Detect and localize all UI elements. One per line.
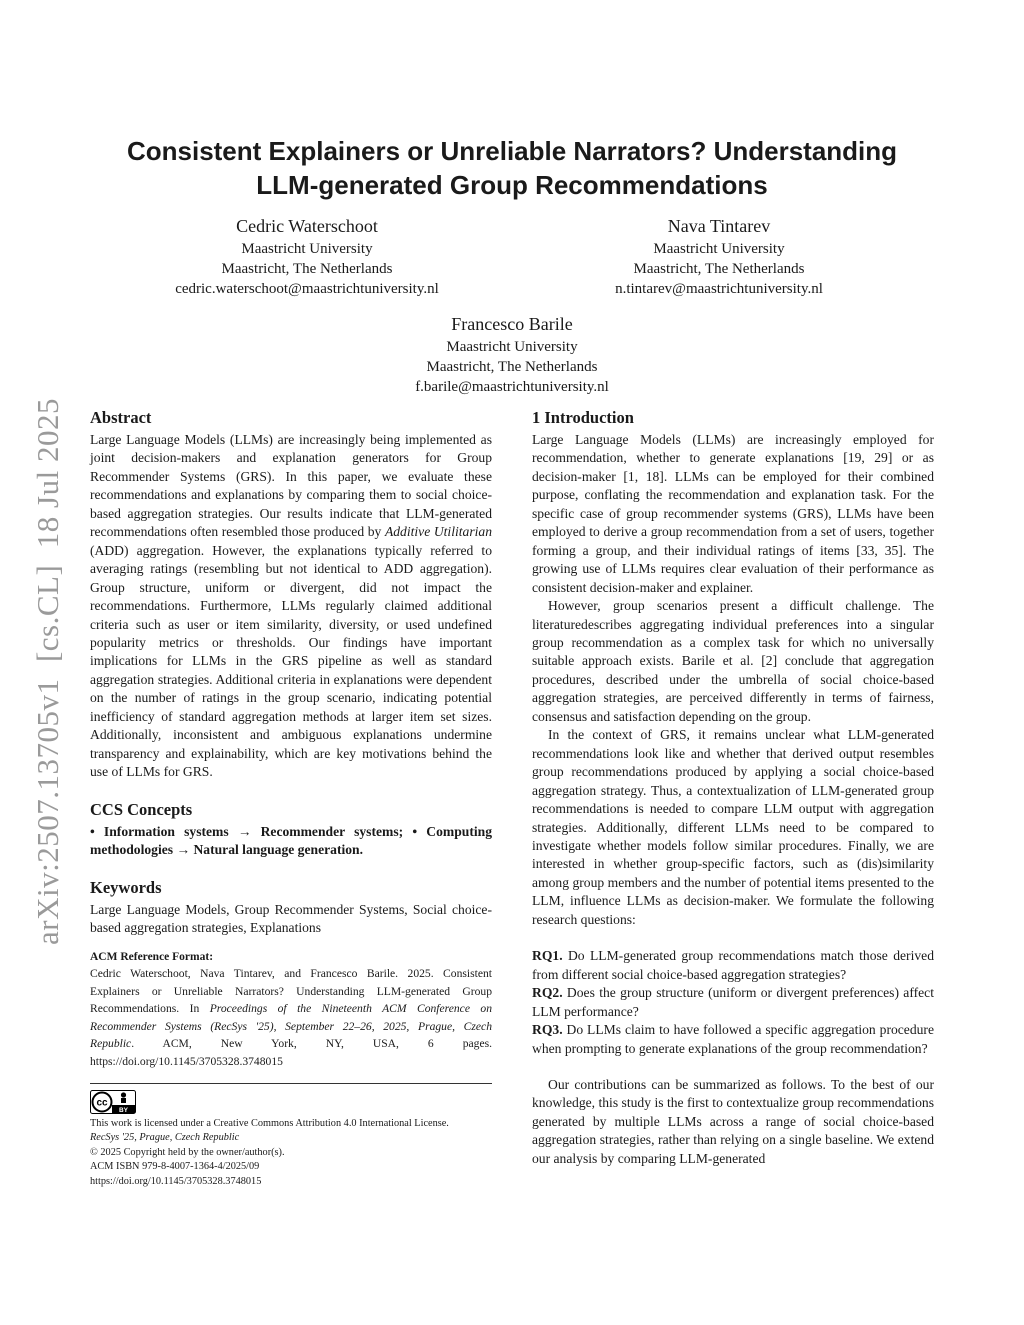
acm-reference-text: Cedric Waterschoot, Nava Tintarev, and Francesco Barile. 2025. Consistent Explainers or Unreliable Narrators? Understanding LLM-generated Group Recommendations. In Proceedings of the Nineteenth ACM Conference on Recommender Systems (RecSys '25), September 22–26, 2025, Prague, Czech Republic. ACM, New York, NY, USA, 6 pages. https://doi.org/10.1145/3705328.3748015	[90, 967, 492, 1068]
author-affiliation: Maastricht University	[446, 339, 578, 355]
author-block-3	[332, 313, 692, 397]
ccs-heading: CCS Concepts	[90, 800, 193, 819]
author-affiliation: Maastricht University	[241, 241, 373, 257]
acm-reference-heading: ACM Reference Format:	[90, 951, 214, 963]
cc-by-license-icon	[90, 1090, 136, 1114]
isbn-line: ACM ISBN 979-8-4007-1364-4/2025/09	[90, 1161, 260, 1173]
intro-paragraph-2: However, group scenarios present a difficult challenge. The literaturedescribes aggregating individual preferences into a singular group recommendation as a complex task for which no universally suitable approach exists. Barile et al. [2] conclude that aggregation procedures, described under the umbrella of social choice-based aggregation strategies, are perceived differently in terms of fairness, consensus and satisfaction depending on the group.	[532, 598, 934, 724]
keywords-text: Large Language Models, Group Recommender Systems, Social choice-based aggregation strategies, Explanations	[90, 902, 492, 936]
author-email[interactable]: cedric.waterschoot@maastrichtuniversity.nl	[175, 281, 439, 297]
author-affiliation: Maastricht University	[653, 241, 785, 257]
abstract-text: Large Language Models (LLMs) are increasingly being implemented as joint decision-makers and explanation generators for Group Recommender Systems (GRS). In this paper, we evaluate these recommendations and explanations by comparing them to social choice-based aggregation strategies. Our results indicate that LLM-generated recommendations often resembled those produced by Additive Utilitarian (ADD) aggregation. However, the explanations typically referred to averaging ratings (resembling but not identical to ADD aggregation). Group structure, uniform or divergent, did not impact the recommendations. Furthermore, LLMs regularly claimed additional criteria such as user or item similarity, diversity, or used undefined popularity metrics or thresholds. Our findings have important implications for LLMs in the GRS pipeline as well as standard aggregation strategies. Additional criteria in explanations were dependent on the number of ratings in the group scenario, indicating potential inefficiency of standard aggregation methods at larger item set sizes. Additionally, inconsistent and ambiguous explanations undermine transparency and explainability, which are key motivations behind the use of LLMs for GRS.	[90, 432, 492, 780]
title-line-1: Consistent Explainers or Unreliable Narrators? Understanding	[126, 136, 898, 166]
keywords-heading: Keywords	[90, 878, 162, 897]
conference-line: RecSys '25, Prague, Czech Republic	[90, 1132, 240, 1144]
author-name: Cedric Waterschoot	[236, 216, 378, 236]
by-label: BY	[118, 1107, 129, 1114]
footnote-rule	[90, 1083, 492, 1084]
author-email[interactable]: n.tintarev@maastrichtuniversity.nl	[615, 281, 823, 297]
keywords-section	[90, 877, 492, 938]
copyright-line: © 2025 Copyright held by the owner/author(s).	[90, 1146, 285, 1158]
intro-paragraph-4: Our contributions can be summarized as follows. To the best of our knowledge, this study is the first to contextualize group recommendations generated by multiple LLMs across a range of social choice-based aggregation strategies, rather than relying on a single baseline. We extend our analysis by comparing LLM-generated	[532, 1076, 934, 1166]
abstract-heading: Abstract	[90, 408, 152, 427]
author-name: Nava Tintarev	[667, 216, 771, 236]
author-block-2	[539, 215, 899, 299]
introduction-section	[532, 407, 934, 1168]
research-question-2: RQ2. Does the group structure (uniform or divergent preferences) affect LLM performance?	[532, 985, 934, 1019]
ccs-text: • Information systems → Recommender systems; • Computing methodologies → Natural language generation.	[90, 824, 492, 858]
arxiv-identifier: arXiv:2507.13705v1 [cs.CL] 18 Jul 2025	[30, 398, 65, 945]
ccs-section	[90, 799, 492, 860]
paper-title	[90, 134, 934, 202]
research-question-3: RQ3. Do LLMs claim to have followed a specific aggregation procedure when prompting to generate explanations of the group recommendation?	[532, 1022, 934, 1056]
introduction-heading: 1 Introduction	[532, 408, 634, 427]
intro-paragraph-3: In the context of GRS, it remains unclear what LLM-generated recommendations look like and whether that derived output resembles group recommendations produced by applying a social choice-based aggregation strategy. Thus, a contextualization of LLM-generated group recommendations is needed to compare LLM output with aggregation strategies. Additionally, different LLMs need to be compared to investigate whether models follow similar procedures. Finally, we are interested in whether group-specific factors, such as (dis)similarity among group members and the number of potential items presented to the LLM, influence LLMs as decision-maker. We formulate the following research questions:	[532, 727, 934, 927]
acm-reference	[90, 949, 492, 1070]
author-location: Maastricht, The Netherlands	[221, 261, 393, 277]
cc-label: cc	[96, 1097, 108, 1109]
author-location: Maastricht, The Netherlands	[426, 359, 598, 375]
doi-line[interactable]: https://doi.org/10.1145/3705328.3748015	[90, 1175, 262, 1187]
license-block	[90, 1117, 500, 1189]
intro-paragraph-1: Large Language Models (LLMs) are increasingly employed for recommendation, whether to generate explanations [19, 29] or as decision-maker [1, 18]. LLMs can be employed for their combined purpose, conflating the recommendation and explanation task. For the specific case of group recommender systems (GRS), LLMs have been employed to derive a group recommendation from a set of users, together forming a group, and their individual ratings of items [33, 35]. The growing use of LLMs requires clear evaluation of their performance as consistent decision-maker and explainer.	[532, 432, 934, 595]
author-email[interactable]: f.barile@maastrichtuniversity.nl	[415, 379, 609, 395]
author-block-1	[127, 215, 487, 299]
author-location: Maastricht, The Netherlands	[633, 261, 805, 277]
title-line-2: LLM-generated Group Recommendations	[256, 170, 768, 200]
research-question-1: RQ1. Do LLM-generated group recommendations match those derived from different social choice-based aggregation strategies?	[532, 948, 934, 982]
abstract-section	[90, 407, 492, 782]
license-line: This work is licensed under a Creative Commons Attribution 4.0 International License.	[90, 1118, 449, 1129]
author-name: Francesco Barile	[451, 314, 573, 334]
